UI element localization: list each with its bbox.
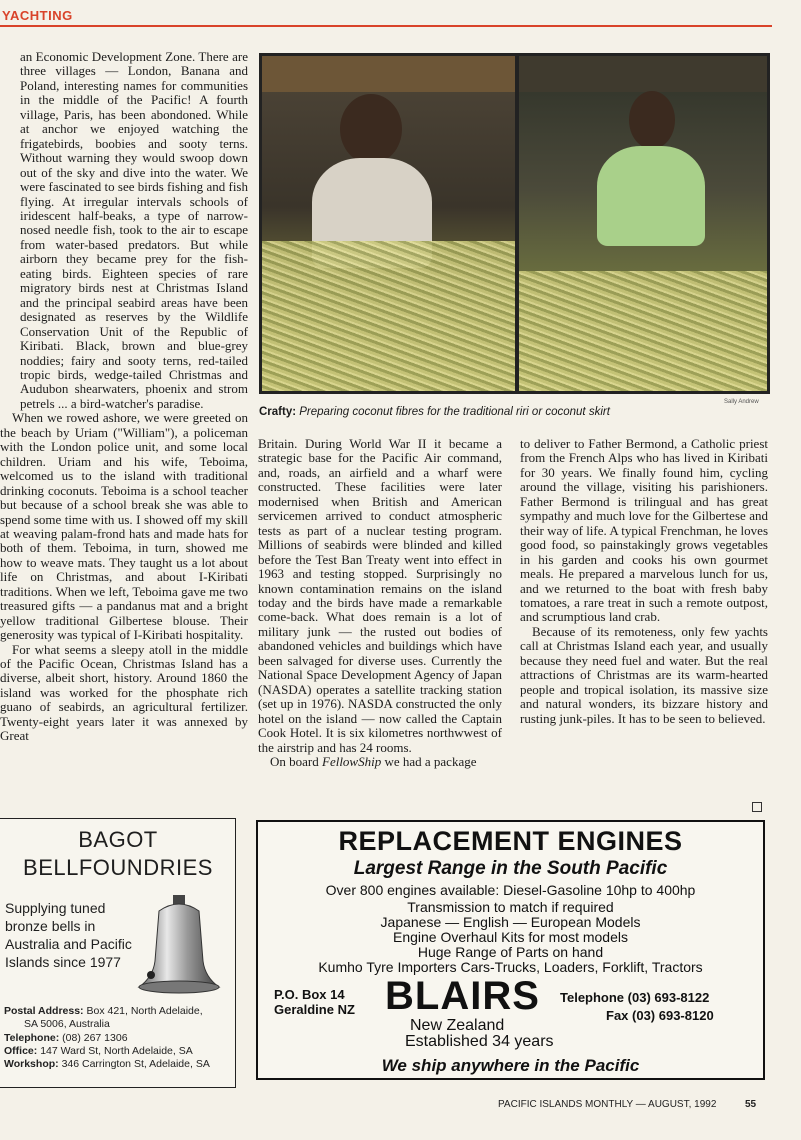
ad-ship-slogan: We ship anywhere in the Pacific <box>381 1056 640 1075</box>
ad-headline: REPLACEMENT ENGINES <box>338 826 683 856</box>
photo-caption <box>259 406 779 418</box>
ad-title: BAGOT <box>78 827 158 852</box>
ad-address: P.O. Box 14 Geraldine NZ <box>274 987 355 1017</box>
paragraph: an Economic Development Zone. There are three villages — London, Banana and Poland, interesting names for communities in the middle of the Pacific! A fourth village, Paris, has been abondoned. While at anchor we enjoyed watching the frigatebirds, boobies and sooty terns. Without warning they would swoop down out of the sky and dive into the water. We were fascinated to see birds fishing and fish flying. At irregular intervals schools of iridescent half-beaks, a type of narrow-nosed needle fish, took to the air to escape from water-based predators. But while airborn they became prey for the fish-eating birds. Eighteen species of rare migratory birds nest at Christmas Island and the principal seabird areas have been designated as reserves by the Wildlife Conservation Unit of the Republic of Kiribati. Black, brown and blue-grey noddies; fairy and sooty terns, red-tailed tropic birds, wedge-tailed Christmas and Audubon shearwaters, phoenix and strom petrels ... a bird-watcher's paradise. <box>20 49 248 411</box>
photo-spread <box>259 53 770 394</box>
ad-line: Over 800 engines available: Diesel-Gasoline 10hp to 400hp <box>325 882 696 898</box>
footer-publication: PACIFIC ISLANDS MONTHLY — AUGUST, 1992 <box>498 1099 717 1110</box>
ad-subhead: Largest Range in the South Pacific <box>353 858 668 879</box>
photo-woman-weaving-left <box>262 56 515 391</box>
section-label: YACHTING <box>2 8 73 23</box>
paragraph: On board FellowShip we had a package <box>270 753 477 769</box>
article-column-1 <box>0 50 248 744</box>
end-mark <box>752 802 762 812</box>
boat-name: FellowShip <box>322 753 382 769</box>
bell-icon <box>133 891 225 1001</box>
ad-fax: Fax (03) 693-8120 <box>606 1008 714 1023</box>
caption-label: Crafty: <box>259 406 297 418</box>
ad-tagline: Supplying tuned bronze bells in Australia and Pacific Islands since 1977 <box>5 900 132 970</box>
ad-title: BELLFOUNDRIES <box>23 855 213 880</box>
ad-line: Transmission to match if required <box>407 899 614 915</box>
blairs-logo: BLAIRS <box>385 974 540 1018</box>
article-column-2 <box>258 437 502 769</box>
photo-woman-weaving-right <box>519 56 767 391</box>
paragraph: Because of its remoteness, only few yachts call at Christmas Island each year, and usually because they need fuel and water. But the real attractions of Christmas are its warm-hearted people and tropical isolation, its massive size and natural wonders, its bizzare history and rusting junk-piles. It has to be seen to believed. <box>520 623 768 726</box>
ad-telephone: Telephone (03) 693-8122 <box>560 990 710 1005</box>
ad-line: Engine Overhaul Kits for most models <box>393 929 628 945</box>
article-column-3 <box>520 437 768 726</box>
ad-contact-details: Postal Address: Box 421, North Adelaide, SA 5006, Australia Telephone: (08) 267 1306 Office: 147 Ward St, North Adelaide, SA Workshop: 346 Carrington St, Adelaide, SA <box>4 1005 210 1071</box>
paragraph: For what seems a sleepy atoll in the middle of the Pacific Ocean, Christmas Island has a diverse, albeit short, history. Around 1860 the island was worked for the phosphate rich guano of seabirds, an agricultural fertilizer. Twenty-eight years later it was annexed by Great <box>0 641 248 744</box>
ad-line: Kumho Tyre Importers Cars-Trucks, Loaders, Forklift, Tractors <box>318 959 703 975</box>
page-number: 55 <box>745 1099 757 1110</box>
ad-line: Huge Range of Parts on hand <box>417 944 604 960</box>
ad-line: Japanese — English — European Models <box>380 914 641 930</box>
ad-established: Established 34 years <box>405 1033 554 1050</box>
ad-country: New Zealand <box>410 1017 505 1034</box>
header-rule <box>0 25 772 27</box>
photo-credit: Sally Andrew <box>724 399 759 405</box>
paragraph: When we rowed ashore, we were greeted on the beach by Uriam ("William"), a policeman with the London police unit, and some local children. Uriam and his wife, Teboima, welcomed us to the island with traditional drinking coconuts. Teboima is a school teacher but because of a school break she was able to spend some time with us. I showed off my skill at weaving palam-frond hats and made hats for both of them. Teboima, in turn, showed me how to weave mats. They taught us a lot about life on Christmas, and about I-Kiribati traditions. When we left, Teboima gave me two treasured gifts — a pandanus mat and a bright yellow traditional Gilbertese blouse. Their generosity was typical of I-Kiribati hospitality. <box>0 410 248 643</box>
ad-blairs-replacement-engines <box>256 820 765 1080</box>
ad-bagot-bellfoundries <box>0 818 236 1088</box>
paragraph: Britain. During World War II it became a strategic base for the Pacific Air command, and, roads, an airfield and a wharf were constructed. These facilities were later modernised when British and American servicemen arrived to conduct atmospheric tests as part of a nuclear testing program. Millions of seabirds were blinded and killed before the Test Ban Treaty went into effect in 1963 and testing stopped. Surprisingly no known contamination remains on the island today and the birds have made a remarkable come-back. What does remain is a lot of military junk — the rusted out bodies of abandoned vehicles and buildings which have been salvaged for diverse uses. Currently the National Space Development Agency of Japan (NASDA) operates a satellite tracking station (set up in 1976). NASDA constructed the only hotel on the island — now called the Captain Cook Hotel. It is six kilometres northwwest of the airstrip and has 24 rooms. <box>258 436 502 755</box>
paragraph: to deliver to Father Bermond, a Catholic priest from the French Alps who has lived in Kiribati for 30 years. We finally found him, cycling around the village, visiting his parishioners. Father Bermond is trilingual and has great sympathy and much love for the Gilbertese and their way of life. A typical Frenchman, he loves good food, so painstakingly grows vegetables in his garden and cooks his own gourmet meals. He prepared a marvelous lunch for us, and we returned to the boat with fresh baby tomatoes, a rare treat in such a remote outpost, and scrumptious land crab. <box>520 436 768 625</box>
caption-text: Preparing coconut fibres for the traditional riri or coconut skirt <box>299 406 610 418</box>
